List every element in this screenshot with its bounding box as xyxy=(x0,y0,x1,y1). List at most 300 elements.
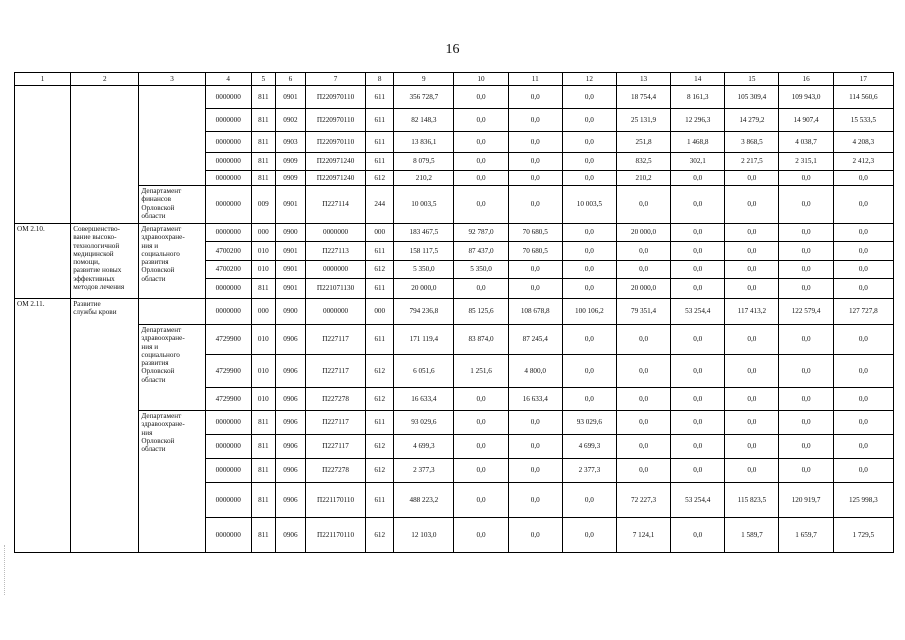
table-cell-col-12: 4 699,3 xyxy=(562,435,616,459)
table-cell-col-10: 0,0 xyxy=(454,411,508,435)
table-cell-col-15: 117 413,2 xyxy=(725,299,779,325)
table-cell-col-12: 0,0 xyxy=(562,355,616,388)
table-cell-col-8: 611 xyxy=(366,132,394,153)
column-header-14: 14 xyxy=(671,73,725,86)
table-cell-col-9: 183 467,5 xyxy=(394,224,454,242)
table-cell-col-5: 811 xyxy=(251,459,275,483)
table-cell-col-7: П221170110 xyxy=(305,483,365,518)
table-cell-col-6: 0903 xyxy=(275,132,305,153)
page-number: 16 xyxy=(445,42,460,57)
table-cell-col-4: 4729900 xyxy=(205,388,251,411)
table-cell-col-17: 0,0 xyxy=(833,435,893,459)
measure-code-cell xyxy=(15,86,71,224)
table-row xyxy=(15,325,894,355)
table-cell-col-17: 125 998,3 xyxy=(833,483,893,518)
table-cell-col-6: 0900 xyxy=(275,224,305,242)
table-cell-col-9: 4 699,3 xyxy=(394,435,454,459)
table-row xyxy=(15,86,894,109)
table-cell-col-16: 120 919,7 xyxy=(779,483,833,518)
table-cell-col-15: 0,0 xyxy=(725,388,779,411)
table-cell-col-13: 0,0 xyxy=(616,411,670,435)
table-cell-col-15: 0,0 xyxy=(725,261,779,279)
table-cell-col-8: 612 xyxy=(366,459,394,483)
text-line: области xyxy=(141,375,166,384)
table-cell-col-8: 612 xyxy=(366,171,394,186)
column-header-16: 16 xyxy=(779,73,833,86)
table-cell-col-5: 010 xyxy=(251,242,275,261)
text-line: области xyxy=(141,445,166,454)
text-line: развитие новых xyxy=(73,266,122,275)
table-cell-col-17: 127 727,8 xyxy=(833,299,893,325)
table-cell-col-13: 832,5 xyxy=(616,153,670,171)
table-cell-col-17: 0,0 xyxy=(833,325,893,355)
table-cell-col-9: 20 000,0 xyxy=(394,279,454,299)
table-cell-col-15: 2 217,5 xyxy=(725,153,779,171)
table-cell-col-13: 0,0 xyxy=(616,325,670,355)
table-cell-col-6: 0901 xyxy=(275,279,305,299)
table-cell-col-6: 0906 xyxy=(275,483,305,518)
table-cell-col-4: 4729900 xyxy=(205,355,251,388)
column-header-6: 6 xyxy=(275,73,305,86)
table-cell-col-8: 612 xyxy=(366,261,394,279)
table-cell-col-14: 0,0 xyxy=(671,435,725,459)
table-cell-col-11: 0,0 xyxy=(508,171,562,186)
table-cell-col-12: 0,0 xyxy=(562,109,616,132)
text-line: развития xyxy=(141,258,169,267)
table-body xyxy=(15,86,894,553)
table-cell-col-14: 0,0 xyxy=(671,355,725,388)
table-cell-col-4: 0000000 xyxy=(205,109,251,132)
table-cell-col-14: 0,0 xyxy=(671,261,725,279)
table-cell-col-16: 109 943,0 xyxy=(779,86,833,109)
table-cell-col-4: 0000000 xyxy=(205,518,251,553)
table-cell-col-16: 0,0 xyxy=(779,388,833,411)
table-cell-col-5: 010 xyxy=(251,325,275,355)
table-cell-col-13: 25 131,9 xyxy=(616,109,670,132)
table-cell-col-16: 0,0 xyxy=(779,411,833,435)
text-line: Совершенство- xyxy=(73,225,120,233)
table-cell-col-5: 811 xyxy=(251,171,275,186)
table-cell-col-6: 0901 xyxy=(275,186,305,224)
table-cell-col-6: 0900 xyxy=(275,299,305,325)
text-line: Орловской xyxy=(141,367,175,376)
column-header-9: 9 xyxy=(394,73,454,86)
text-line: социального xyxy=(141,249,180,258)
table-cell-col-12: 0,0 xyxy=(562,224,616,242)
table-cell-col-14: 0,0 xyxy=(671,242,725,261)
table-cell-col-17: 0,0 xyxy=(833,459,893,483)
table-cell-col-10: 1 251,6 xyxy=(454,355,508,388)
table-cell-col-5: 811 xyxy=(251,518,275,553)
table-cell-col-16: 0,0 xyxy=(779,435,833,459)
table-cell-col-12: 0,0 xyxy=(562,132,616,153)
table-cell-col-15: 0,0 xyxy=(725,411,779,435)
table-cell-col-7: 0000000 xyxy=(305,299,365,325)
table-cell-col-17: 15 533,5 xyxy=(833,109,893,132)
table-cell-col-7: 0000000 xyxy=(305,261,365,279)
table-cell-col-16: 4 038,7 xyxy=(779,132,833,153)
table-cell-col-11: 0,0 xyxy=(508,186,562,224)
table-cell-col-13: 0,0 xyxy=(616,261,670,279)
table-cell-col-17: 0,0 xyxy=(833,388,893,411)
column-header-17: 17 xyxy=(833,73,893,86)
table-cell-col-16: 122 579,4 xyxy=(779,299,833,325)
table-cell-col-17: 0,0 xyxy=(833,242,893,261)
table-cell-col-8: 000 xyxy=(366,224,394,242)
text-line: ния и xyxy=(141,342,159,351)
table-cell-col-14: 0,0 xyxy=(671,186,725,224)
table-cell-col-13: 20 000,0 xyxy=(616,224,670,242)
table-cell-col-15: 0,0 xyxy=(725,186,779,224)
text-line: Департамент xyxy=(141,326,182,334)
table-cell-col-13: 79 351,4 xyxy=(616,299,670,325)
table-cell-col-4: 0000000 xyxy=(205,483,251,518)
table-cell-col-12: 0,0 xyxy=(562,483,616,518)
table-cell-col-6: 0901 xyxy=(275,261,305,279)
table-cell-col-11: 0,0 xyxy=(508,518,562,553)
table-cell-col-5: 010 xyxy=(251,355,275,388)
table-cell-col-4: 0000000 xyxy=(205,153,251,171)
table-cell-col-15: 0,0 xyxy=(725,242,779,261)
table-cell-col-16: 14 907,4 xyxy=(779,109,833,132)
table-cell-col-10: 87 437,0 xyxy=(454,242,508,261)
table-row xyxy=(15,299,894,325)
column-number-row xyxy=(15,73,894,86)
table-cell-col-9: 158 117,5 xyxy=(394,242,454,261)
text-line: развития xyxy=(141,359,169,368)
table-cell-col-13: 72 227,3 xyxy=(616,483,670,518)
table-cell-col-10: 0,0 xyxy=(454,483,508,518)
table-cell-col-12: 0,0 xyxy=(562,153,616,171)
table-cell-col-5: 811 xyxy=(251,109,275,132)
table-cell-col-17: 114 560,6 xyxy=(833,86,893,109)
table-cell-col-6: 0906 xyxy=(275,411,305,435)
table-cell-col-12: 0,0 xyxy=(562,86,616,109)
table-cell-col-16: 0,0 xyxy=(779,224,833,242)
table-cell-col-8: 611 xyxy=(366,153,394,171)
table-cell-col-13: 0,0 xyxy=(616,186,670,224)
text-line: вание высоко- xyxy=(73,233,117,242)
table-cell-col-5: 010 xyxy=(251,388,275,411)
text-line: социального xyxy=(141,350,180,359)
table-cell-col-13: 0,0 xyxy=(616,459,670,483)
column-header-7: 7 xyxy=(305,73,365,86)
table-cell-col-5: 000 xyxy=(251,299,275,325)
table-cell-col-12: 0,0 xyxy=(562,279,616,299)
table-cell-col-12: 0,0 xyxy=(562,388,616,411)
table-cell-col-8: 611 xyxy=(366,483,394,518)
table-cell-col-10: 0,0 xyxy=(454,388,508,411)
table-cell-col-6: 0901 xyxy=(275,242,305,261)
table-cell-col-15: 115 823,5 xyxy=(725,483,779,518)
table-cell-col-16: 0,0 xyxy=(779,242,833,261)
table-cell-col-11: 0,0 xyxy=(508,435,562,459)
column-header-8: 8 xyxy=(366,73,394,86)
table-cell-col-9: 488 223,2 xyxy=(394,483,454,518)
executor-cell xyxy=(139,86,205,186)
table-cell-col-17: 0,0 xyxy=(833,411,893,435)
measure-code-cell: ОМ 2.11. xyxy=(15,299,71,553)
executor-cell xyxy=(139,325,205,411)
text-line: Департамент xyxy=(141,412,182,420)
table-cell-col-13: 0,0 xyxy=(616,355,670,388)
table-cell-col-13: 210,2 xyxy=(616,171,670,186)
table-cell-col-4: 0000000 xyxy=(205,459,251,483)
table-cell-col-6: 0906 xyxy=(275,388,305,411)
column-header-15: 15 xyxy=(725,73,779,86)
table-cell-col-14: 0,0 xyxy=(671,325,725,355)
table-cell-col-14: 12 296,3 xyxy=(671,109,725,132)
table-cell-col-15: 0,0 xyxy=(725,325,779,355)
table-cell-col-9: 93 029,6 xyxy=(394,411,454,435)
table-cell-col-9: 210,2 xyxy=(394,171,454,186)
text-line: Развитие xyxy=(73,300,101,308)
text-line: здравоохране- xyxy=(141,420,185,429)
table-cell-col-16: 1 659,7 xyxy=(779,518,833,553)
budget-table xyxy=(14,72,894,553)
measure-name-cell xyxy=(71,86,139,224)
column-header-12: 12 xyxy=(562,73,616,86)
text-line: финансов xyxy=(141,195,171,204)
table-cell-col-6: 0906 xyxy=(275,435,305,459)
table-cell-col-12: 0,0 xyxy=(562,171,616,186)
table-cell-col-9: 12 103,0 xyxy=(394,518,454,553)
table-cell-col-4: 0000000 xyxy=(205,224,251,242)
table-cell-col-5: 811 xyxy=(251,483,275,518)
table-cell-col-14: 0,0 xyxy=(671,388,725,411)
table-cell-col-11: 0,0 xyxy=(508,483,562,518)
table-cell-col-4: 4729900 xyxy=(205,325,251,355)
table-cell-col-11: 0,0 xyxy=(508,261,562,279)
table-cell-col-12: 93 029,6 xyxy=(562,411,616,435)
column-header-13: 13 xyxy=(616,73,670,86)
table-cell-col-10: 0,0 xyxy=(454,132,508,153)
table-cell-col-9: 13 836,1 xyxy=(394,132,454,153)
table-cell-col-5: 009 xyxy=(251,186,275,224)
table-cell-col-17: 0,0 xyxy=(833,261,893,279)
table-cell-col-13: 20 000,0 xyxy=(616,279,670,299)
table-cell-col-4: 0000000 xyxy=(205,171,251,186)
table-cell-col-12: 100 106,2 xyxy=(562,299,616,325)
table-cell-col-11: 16 633,4 xyxy=(508,388,562,411)
table-cell-col-13: 0,0 xyxy=(616,435,670,459)
table-cell-col-4: 4700200 xyxy=(205,261,251,279)
table-cell-col-11: 70 680,5 xyxy=(508,224,562,242)
table-cell-col-13: 0,0 xyxy=(616,388,670,411)
table-cell-col-7: П220971240 xyxy=(305,171,365,186)
table-cell-col-16: 0,0 xyxy=(779,261,833,279)
table-cell-col-14: 0,0 xyxy=(671,224,725,242)
table-cell-col-4: 0000000 xyxy=(205,86,251,109)
table-cell-col-12: 0,0 xyxy=(562,518,616,553)
table-cell-col-17: 0,0 xyxy=(833,279,893,299)
table-cell-col-16: 0,0 xyxy=(779,279,833,299)
table-cell-col-7: П227278 xyxy=(305,459,365,483)
table-cell-col-11: 108 678,8 xyxy=(508,299,562,325)
table-cell-col-8: 000 xyxy=(366,299,394,325)
table-cell-col-11: 87 245,4 xyxy=(508,325,562,355)
table-cell-col-7: 0000000 xyxy=(305,224,365,242)
text-line: здравоохране- xyxy=(141,233,185,242)
table-cell-col-10: 0,0 xyxy=(454,171,508,186)
table-cell-col-17: 2 412,3 xyxy=(833,153,893,171)
table-cell-col-4: 0000000 xyxy=(205,186,251,224)
table-cell-col-12: 2 377,3 xyxy=(562,459,616,483)
table-cell-col-8: 611 xyxy=(366,109,394,132)
table-cell-col-13: 7 124,1 xyxy=(616,518,670,553)
table-cell-col-16: 2 315,1 xyxy=(779,153,833,171)
table-cell-col-15: 0,0 xyxy=(725,355,779,388)
table-cell-col-11: 0,0 xyxy=(508,132,562,153)
table-header xyxy=(15,73,894,86)
table-cell-col-17: 4 208,3 xyxy=(833,132,893,153)
table-cell-col-9: 356 728,7 xyxy=(394,86,454,109)
table-cell-col-15: 0,0 xyxy=(725,435,779,459)
table-cell-col-16: 0,0 xyxy=(779,186,833,224)
table-cell-col-14: 302,1 xyxy=(671,153,725,171)
table-cell-col-6: 0909 xyxy=(275,153,305,171)
table-cell-col-8: 611 xyxy=(366,86,394,109)
table-cell-col-5: 000 xyxy=(251,224,275,242)
table-cell-col-13: 18 754,4 xyxy=(616,86,670,109)
table-cell-col-9: 10 003,5 xyxy=(394,186,454,224)
table-cell-col-15: 0,0 xyxy=(725,279,779,299)
table-cell-col-15: 0,0 xyxy=(725,171,779,186)
table-row xyxy=(15,224,894,242)
text-line: Орловской xyxy=(141,203,175,212)
executor-cell xyxy=(139,186,205,224)
table-cell-col-11: 0,0 xyxy=(508,411,562,435)
table-cell-col-7: П220971240 xyxy=(305,153,365,171)
table-cell-col-8: 244 xyxy=(366,186,394,224)
column-header-1: 1 xyxy=(15,73,71,86)
table-row xyxy=(15,186,894,224)
table-cell-col-7: П221071130 xyxy=(305,279,365,299)
table-cell-col-13: 0,0 xyxy=(616,242,670,261)
table-cell-col-4: 0000000 xyxy=(205,299,251,325)
table-cell-col-9: 2 377,3 xyxy=(394,459,454,483)
table-cell-col-15: 0,0 xyxy=(725,224,779,242)
table-cell-col-5: 811 xyxy=(251,153,275,171)
table-cell-col-14: 53 254,4 xyxy=(671,483,725,518)
text-line: области xyxy=(141,211,166,220)
table-cell-col-14: 53 254,4 xyxy=(671,299,725,325)
text-line: ния и xyxy=(141,241,159,250)
table-cell-col-10: 83 874,0 xyxy=(454,325,508,355)
text-line: области xyxy=(141,274,166,283)
table-cell-col-14: 0,0 xyxy=(671,279,725,299)
table-cell-col-11: 4 800,0 xyxy=(508,355,562,388)
table-cell-col-10: 0,0 xyxy=(454,518,508,553)
table-cell-col-9: 171 119,4 xyxy=(394,325,454,355)
table-cell-col-11: 0,0 xyxy=(508,279,562,299)
table-cell-col-13: 251,8 xyxy=(616,132,670,153)
table-cell-col-7: П227117 xyxy=(305,355,365,388)
table-cell-col-9: 6 051,6 xyxy=(394,355,454,388)
table-cell-col-12: 0,0 xyxy=(562,261,616,279)
table-cell-col-4: 0000000 xyxy=(205,435,251,459)
table-cell-col-6: 0901 xyxy=(275,86,305,109)
table-row xyxy=(15,411,894,435)
table-cell-col-17: 0,0 xyxy=(833,171,893,186)
text-line: ния xyxy=(141,428,153,437)
table-cell-col-6: 0906 xyxy=(275,355,305,388)
table-cell-col-9: 8 079,5 xyxy=(394,153,454,171)
text-line: медицинской xyxy=(73,249,114,258)
table-cell-col-14: 0,0 xyxy=(671,459,725,483)
table-cell-col-14: 1 468,8 xyxy=(671,132,725,153)
table-cell-col-8: 611 xyxy=(366,325,394,355)
table-cell-col-16: 0,0 xyxy=(779,355,833,388)
table-cell-col-16: 0,0 xyxy=(779,459,833,483)
table-cell-col-5: 010 xyxy=(251,261,275,279)
table-cell-col-10: 0,0 xyxy=(454,459,508,483)
text-line: эффективных xyxy=(73,274,115,283)
margin-rule xyxy=(4,545,5,595)
table-cell-col-14: 0,0 xyxy=(671,171,725,186)
table-cell-col-7: П221170110 xyxy=(305,518,365,553)
table-cell-col-9: 16 633,4 xyxy=(394,388,454,411)
table-cell-col-15: 0,0 xyxy=(725,459,779,483)
column-header-4: 4 xyxy=(205,73,251,86)
table-cell-col-15: 105 309,4 xyxy=(725,86,779,109)
text-line: здравоохране- xyxy=(141,334,185,343)
text-line: Департамент xyxy=(141,187,182,195)
table-cell-col-8: 612 xyxy=(366,388,394,411)
table-cell-col-8: 612 xyxy=(366,355,394,388)
table-cell-col-12: 0,0 xyxy=(562,242,616,261)
table-cell-col-8: 612 xyxy=(366,435,394,459)
table-cell-col-9: 794 236,8 xyxy=(394,299,454,325)
table-cell-col-10: 0,0 xyxy=(454,153,508,171)
table-cell-col-8: 611 xyxy=(366,279,394,299)
table-cell-col-7: П227113 xyxy=(305,242,365,261)
table-cell-col-10: 0,0 xyxy=(454,279,508,299)
table-cell-col-12: 10 003,5 xyxy=(562,186,616,224)
table-cell-col-11: 0,0 xyxy=(508,153,562,171)
table-cell-col-10: 5 350,0 xyxy=(454,261,508,279)
table-cell-col-8: 612 xyxy=(366,518,394,553)
table-cell-col-4: 4700200 xyxy=(205,242,251,261)
executor-cell xyxy=(139,224,205,299)
table-cell-col-5: 811 xyxy=(251,279,275,299)
text-line: методов лечения xyxy=(73,282,125,291)
table-cell-col-5: 811 xyxy=(251,411,275,435)
text-line: службы крови xyxy=(73,308,117,317)
column-header-2: 2 xyxy=(71,73,139,86)
table-cell-col-11: 70 680,5 xyxy=(508,242,562,261)
table-cell-col-10: 0,0 xyxy=(454,86,508,109)
table-cell-col-15: 1 589,7 xyxy=(725,518,779,553)
table-cell-col-17: 1 729,5 xyxy=(833,518,893,553)
table-cell-col-15: 3 868,5 xyxy=(725,132,779,153)
table-cell-col-9: 5 350,0 xyxy=(394,261,454,279)
table-cell-col-4: 0000000 xyxy=(205,132,251,153)
table-cell-col-6: 0906 xyxy=(275,518,305,553)
column-header-11: 11 xyxy=(508,73,562,86)
table-cell-col-15: 14 279,2 xyxy=(725,109,779,132)
table-cell-col-16: 0,0 xyxy=(779,325,833,355)
table-cell-col-16: 0,0 xyxy=(779,171,833,186)
table-cell-col-10: 92 787,0 xyxy=(454,224,508,242)
table-cell-col-6: 0906 xyxy=(275,459,305,483)
executor-cell xyxy=(139,411,205,553)
column-header-5: 5 xyxy=(251,73,275,86)
table-cell-col-5: 811 xyxy=(251,132,275,153)
table-cell-col-11: 0,0 xyxy=(508,86,562,109)
table-cell-col-6: 0902 xyxy=(275,109,305,132)
text-line: Департамент xyxy=(141,225,182,233)
